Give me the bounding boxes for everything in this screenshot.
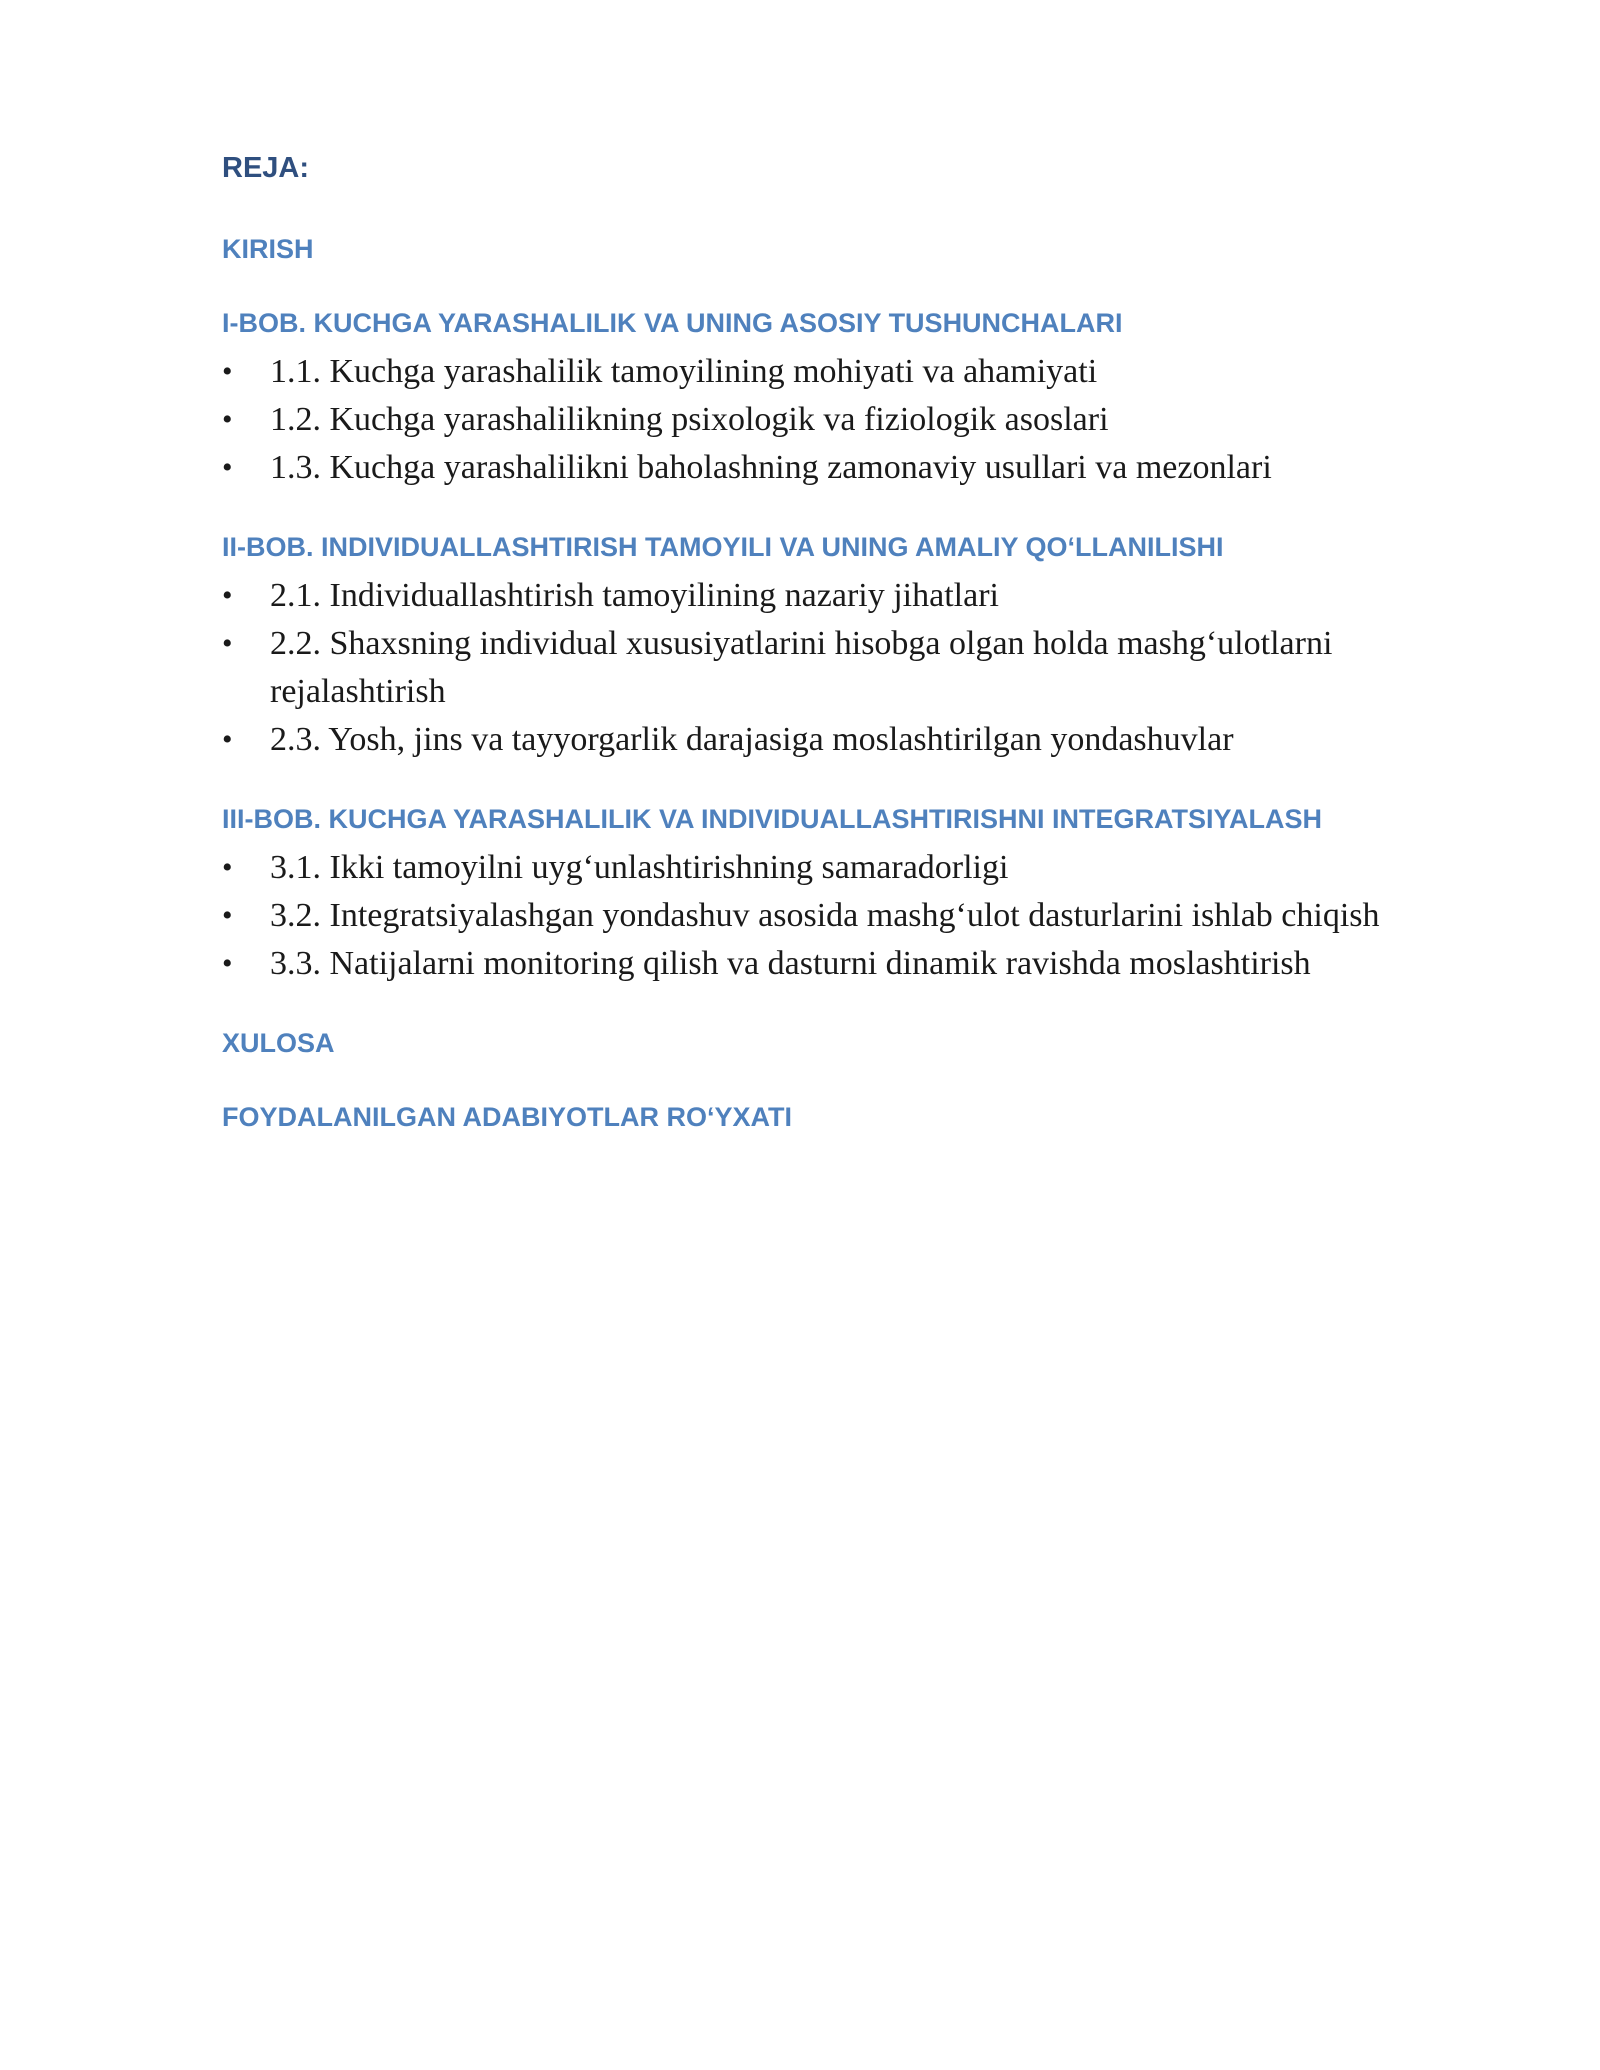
bullet-icon: • <box>222 851 233 884</box>
list-item <box>222 892 1482 940</box>
bullet-icon: • <box>222 355 233 388</box>
list-item-text: 1.2. Kuchga yarashalilikning psixologik va fiziologik asoslari <box>270 401 1109 438</box>
list-item <box>222 572 1482 620</box>
list-item <box>222 940 1482 988</box>
list-item-text: 1.3. Kuchga yarashalilikni baholashning zamonaviy usullari va mezonlari <box>270 449 1272 486</box>
document-page <box>222 148 1482 1172</box>
section-heading-references: FOYDALANILGAN ADABIYOTLAR RO‘YXATI <box>222 1102 792 1132</box>
bullet-icon: • <box>222 723 233 756</box>
list-item-text: 3.3. Natijalarni monitoring qilish va dasturni dinamik ravishda moslashtirish <box>270 945 1311 982</box>
bullet-icon: • <box>222 899 233 932</box>
bullet-icon: • <box>222 947 233 980</box>
list-item <box>222 348 1482 396</box>
chapter-3-list <box>222 844 1482 988</box>
section-heading-chapter-3: III-BOB. KUCHGA YARASHALILIK VA INDIVIDUALLASHTIRISHNI INTEGRATSIYALASH <box>222 804 1323 834</box>
bullet-icon: • <box>222 451 233 484</box>
list-item <box>222 844 1482 892</box>
list-item-text: 3.1. Ikki tamoyilni uyg‘unlashtirishning samaradorligi <box>270 849 1009 886</box>
bullet-icon: • <box>222 579 233 612</box>
list-item <box>222 620 1482 716</box>
bullet-icon: • <box>222 627 233 660</box>
list-item-text: 2.3. Yosh, jins va tayyorgarlik darajasiga moslashtirilgan yondashuvlar <box>270 721 1234 758</box>
section-heading-chapter-2: II-BOB. INDIVIDUALLASHTIRISH TAMOYILI VA UNING AMALIY QO‘LLANILISHI <box>222 532 1224 562</box>
list-item <box>222 444 1482 492</box>
section-heading-kirish: KIRISH <box>222 234 314 264</box>
page-title: REJA: <box>222 152 310 184</box>
list-item <box>222 396 1482 444</box>
list-item <box>222 716 1482 764</box>
section-heading-chapter-1: I-BOB. KUCHGA YARASHALILIK VA UNING ASOSIY TUSHUNCHALARI <box>222 308 1123 338</box>
chapter-1-list <box>222 348 1482 492</box>
list-item-text: 2.2. Shaxsning individual xususiyatlarini hisobga olgan holda mashg‘ulotlarni rejalashtirish <box>270 625 1333 710</box>
section-heading-xulosa: XULOSA <box>222 1028 335 1058</box>
list-item-text: 2.1. Individuallashtirish tamoyilining nazariy jihatlari <box>270 577 999 614</box>
list-item-text: 1.1. Kuchga yarashalilik tamoyilining mohiyati va ahamiyati <box>270 353 1098 390</box>
chapter-2-list <box>222 572 1482 764</box>
bullet-icon: • <box>222 403 233 436</box>
list-item-text: 3.2. Integratsiyalashgan yondashuv asosida mashg‘ulot dasturlarini ishlab chiqish <box>270 897 1380 934</box>
